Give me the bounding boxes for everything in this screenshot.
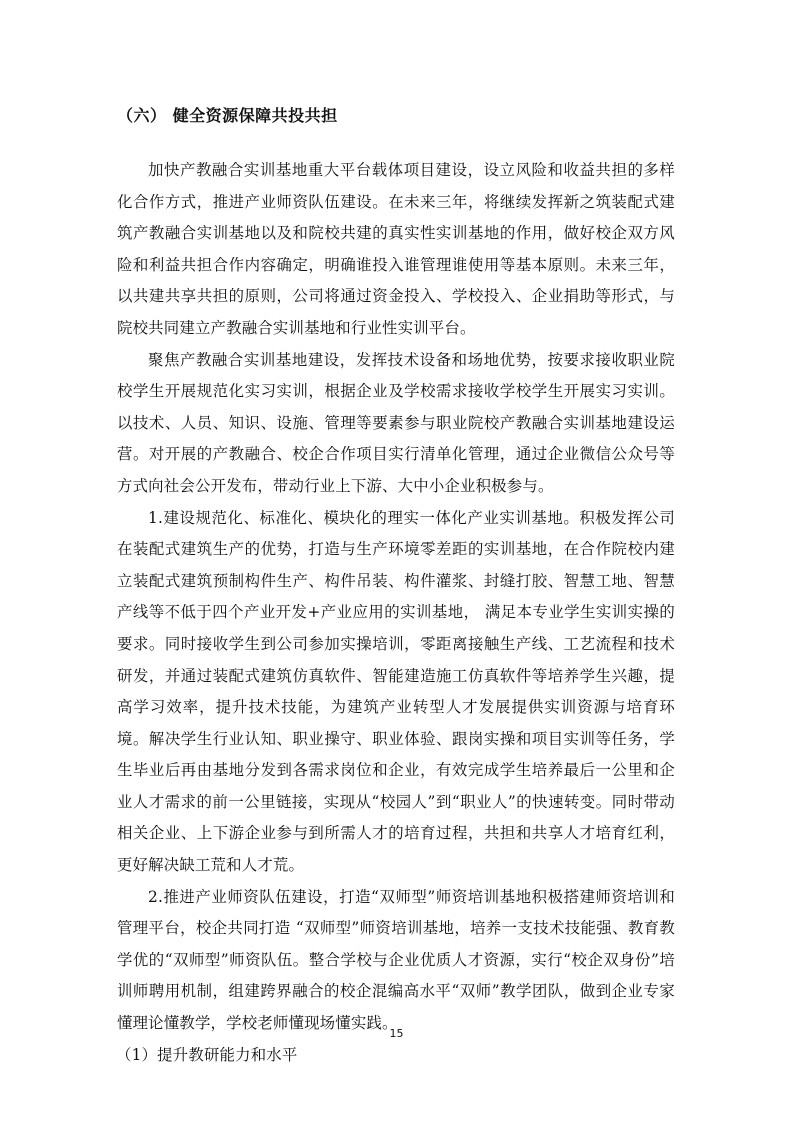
section-heading: （六） 健全资源保障共投共担 xyxy=(117,106,338,125)
paragraph-4: 2.推进产业师资队伍建设，打造“双师型”师资培训基地积极搭建师资培训和管理平台，校企共同打造 “双师型”师资培训基地，培养一支技术技能强、教育教学优的“双师型”师资队伍。整合学校与企业优质人才资源，实行“校企双身份”培训师聘用机制，组建跨界融合的校企混编高水平“双师”教学团队，做到企业专家懂理论懂教学，学校老师懂现场懂实践。 xyxy=(117,887,675,1033)
subheading: （1）提升教研能力和水平 xyxy=(116,1045,298,1064)
paragraph-2: 聚焦产教融合实训基地建设，发挥技术设备和场地优势，按要求接收职业院校学生开展规范化实习实训，根据企业及学校需求接收学校学生开展实习实训。以技术、人员、知识、设施、管理等要素参与职业院校产教融合实训基地建设运营。对开展的产教融合、校企合作项目实行清单化管理，通过企业微信公众号等方式向社会公开发布，带动行业上下游、大中小企业积极参与。 xyxy=(117,350,675,495)
paragraph-1: 加快产教融合实训基地重大平台载体项目建设，设立风险和收益共担的多样化合作方式，推进产业师资队伍建设。在未来三年，将继续发挥新之筑装配式建筑产教融合实训基地以及和院校共建的真实性实训基地的作用，做好校企双方风险和利益共担合作内容确定，明确谁投入谁管理谁使用等基本原则。未来三年，以共建共享共担的原则，公司将通过资金投入、学校投入、企业捐助等形式，与院校共同建立产教融合实训基地和行业性实训平台。 xyxy=(117,161,675,337)
body-text xyxy=(117,155,675,1071)
page-number: 15 xyxy=(389,1027,404,1040)
paragraph-3: 1.建设规范化、标准化、模块化的理实一体化产业实训基地。积极发挥公司在装配式建筑生产的优势，打造与生产环境零差距的实训基地，在合作院校内建立装配式建筑预制构件生产、构件吊装、构件灌浆、封缝打胶、智慧工地、智慧产线等不低于四个产业开发+产业应用的实训基地， 满足本专业学生实训实操的要求。同时接收学生到公司参加实操培训，零距离接触生产线、工艺流程和技术研发，并通过装配式建筑仿真软件、智能建造施工仿真软件等培养学生兴趣，提高学习效率，提升技术技能，为建筑产业转型人才发展提供实训资源与培育环境。解决学生行业认知、职业操守、职业体验、跟岗实操和项目实训等任务，学生毕业后再由基地分发到各需求岗位和企业，有效完成学生培养最后一公里和企业人才需求的前一公里链接，实现从“校园人”到“职业人”的快速转变。同时带动相关企业、上下游企业参与到所需人才的培育过程，共担和共享人才培育红利，更好解决缺工荒和人才荒。 xyxy=(117,508,675,875)
